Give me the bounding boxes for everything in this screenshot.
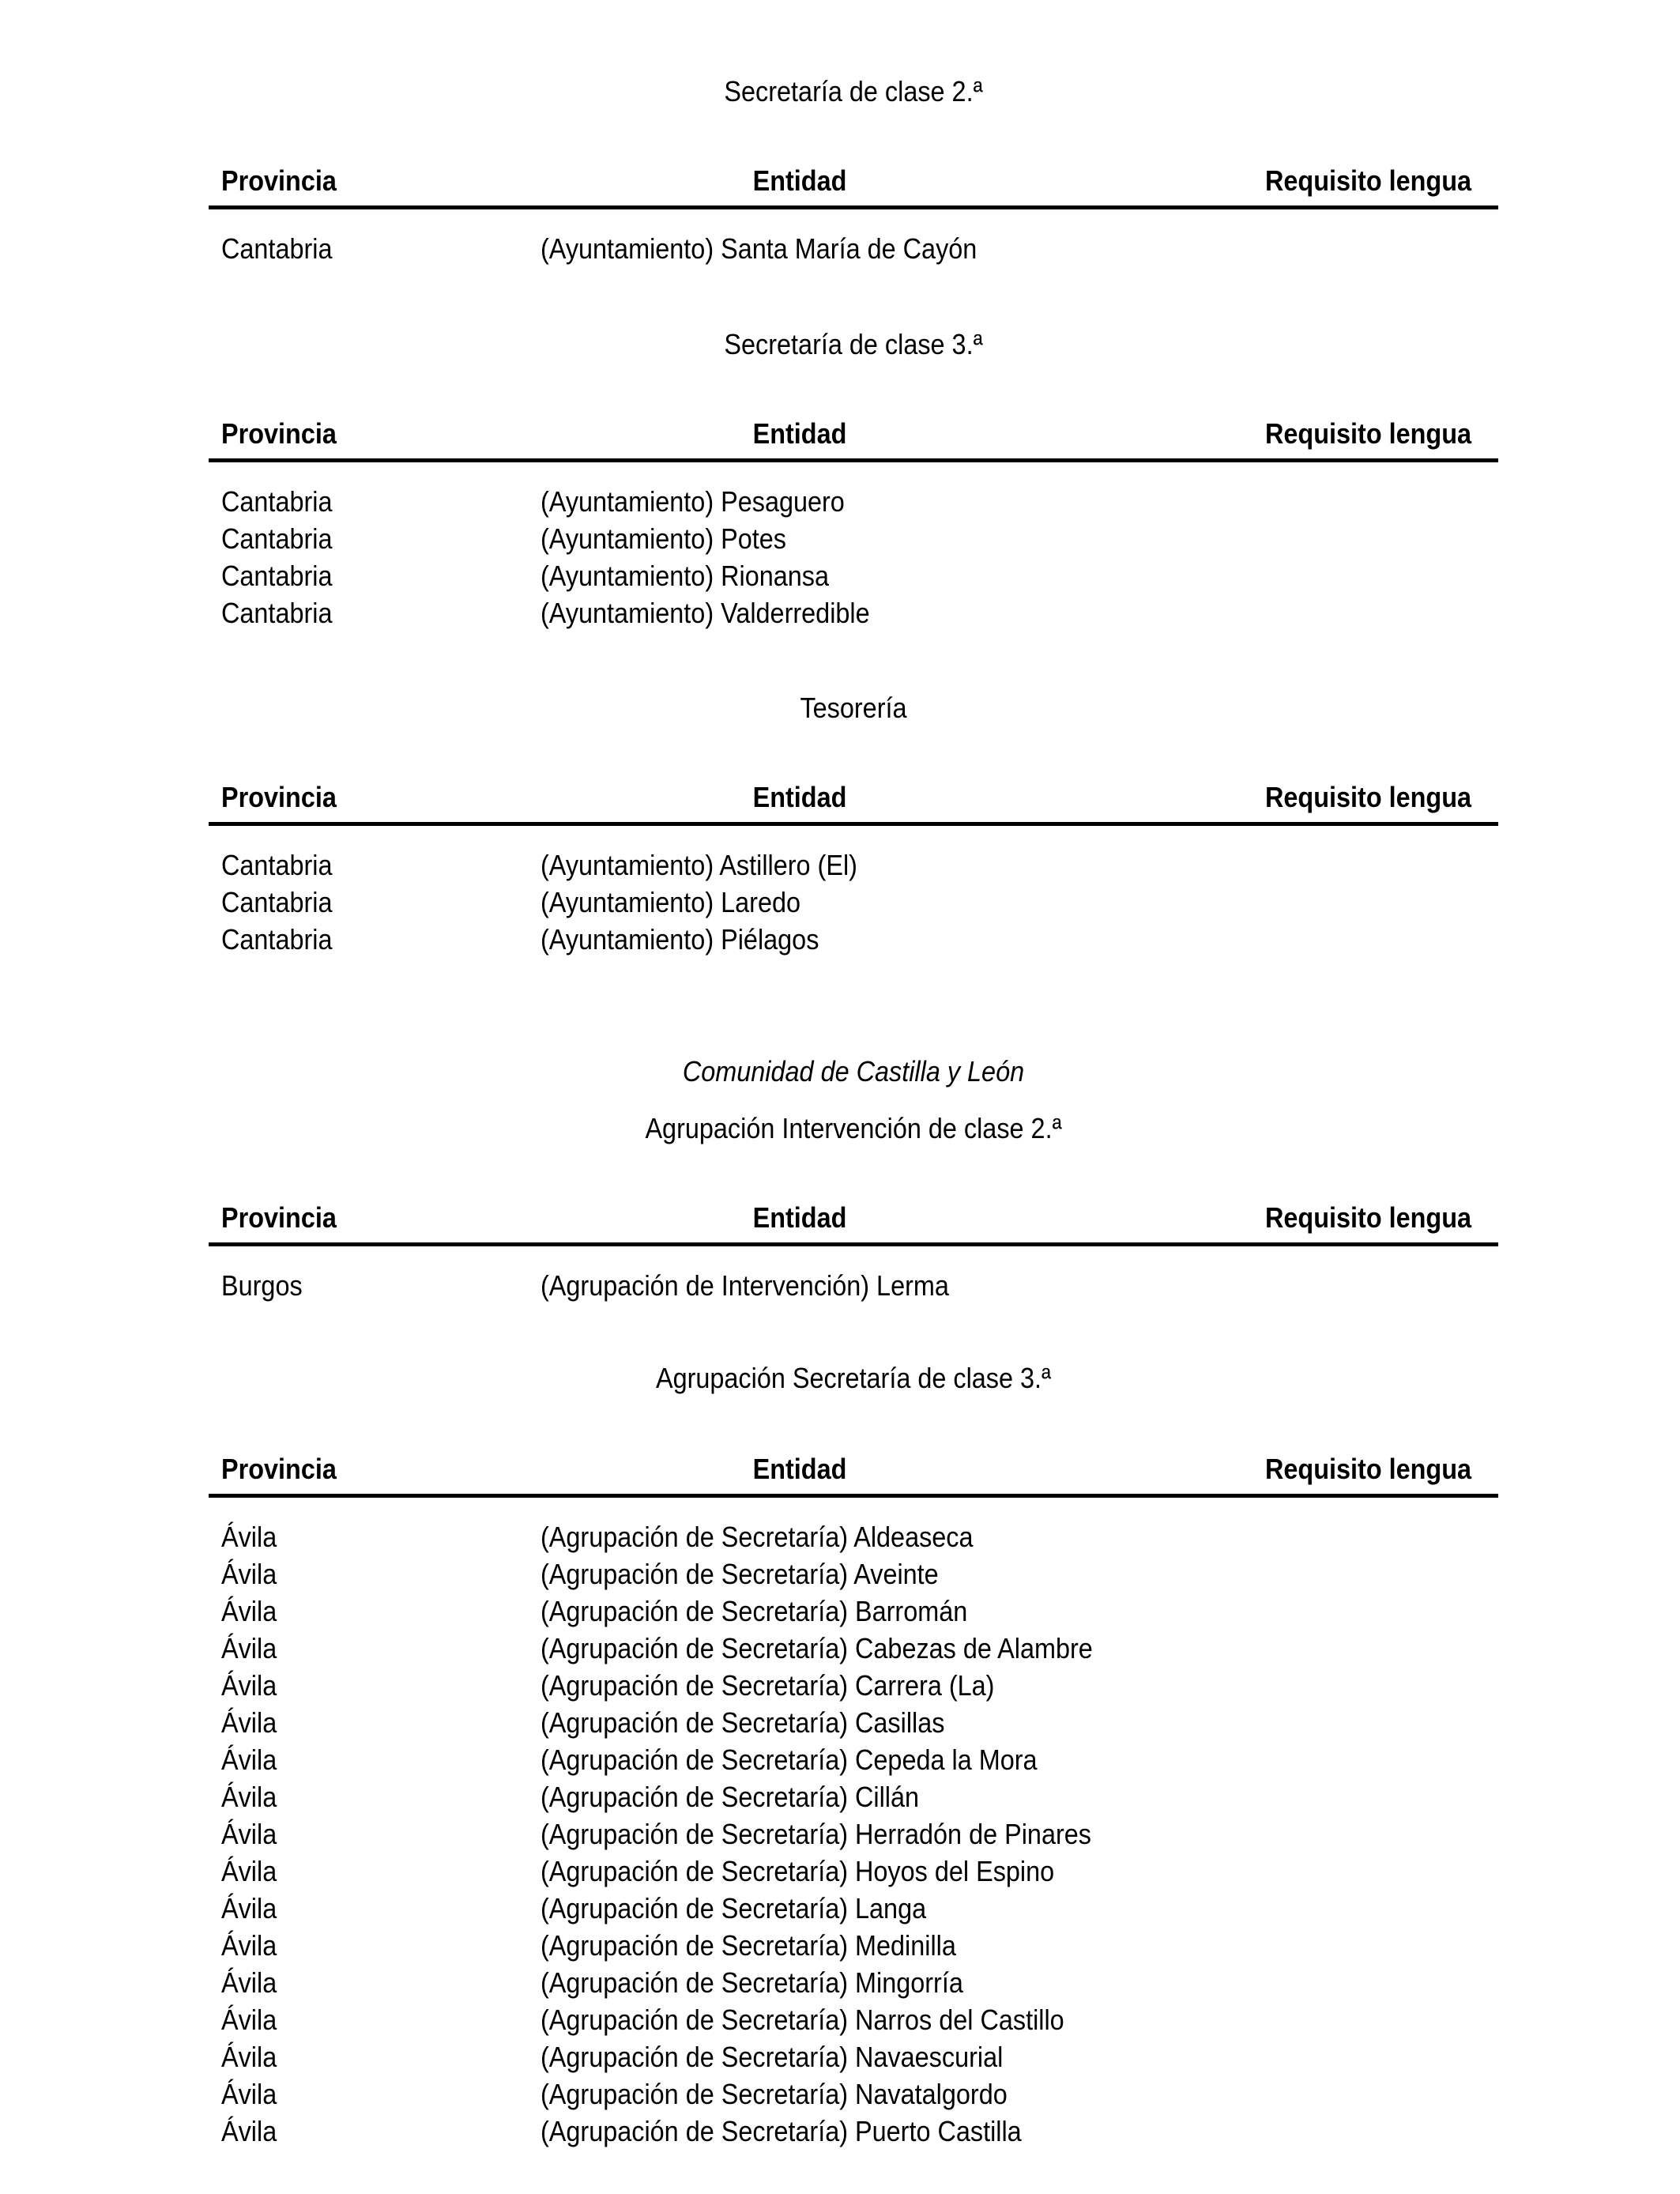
cell-entidad: (Ayuntamiento) Potes: [541, 522, 786, 555]
header-entidad: Entidad: [752, 417, 847, 450]
header-requisito-lengua: Requisito lengua: [1264, 1201, 1471, 1234]
header-entidad: Entidad: [752, 164, 847, 197]
header-provincia: Provincia: [221, 417, 337, 450]
header-entidad: Entidad: [752, 781, 847, 813]
cell-provincia: Cantabria: [221, 597, 333, 629]
section-title: Agrupación Secretaría de clase 3.ª: [655, 1362, 1052, 1394]
cell-entidad: (Agrupación de Secretaría) Barromán: [541, 1595, 968, 1627]
table-row: [209, 483, 1498, 520]
table-tesoreria: [209, 775, 1498, 958]
cell-provincia: Ávila: [221, 1669, 277, 1702]
cell-entidad: (Agrupación de Secretaría) Navatalgordo: [541, 2078, 1008, 2110]
cell-provincia: Ávila: [221, 1521, 277, 1553]
cell-provincia: Cantabria: [221, 560, 333, 592]
table-row: [209, 1518, 1498, 1555]
table-row: [209, 1630, 1498, 1667]
table-row: [209, 1741, 1498, 1778]
cell-provincia: Ávila: [221, 1966, 277, 1999]
header-requisito-lengua: Requisito lengua: [1264, 781, 1471, 813]
table-row: [209, 557, 1498, 594]
cell-entidad: (Agrupación de Secretaría) Langa: [541, 1892, 927, 1924]
cell-provincia: Ávila: [221, 1855, 277, 1887]
cell-provincia: Ávila: [221, 1706, 277, 1739]
header-provincia: Provincia: [221, 1201, 337, 1234]
table-row: [209, 1593, 1498, 1630]
table-row: [209, 2113, 1498, 2150]
cell-entidad: (Agrupación de Secretaría) Cabezas de Alambre: [541, 1632, 1093, 1664]
cell-entidad: (Agrupación de Secretaría) Carrera (La): [541, 1669, 995, 1702]
cell-entidad: (Agrupación de Secretaría) Medinilla: [541, 1929, 956, 1962]
community-title: Comunidad de Castilla y León: [682, 1055, 1025, 1088]
section-title: Secretaría de clase 2.ª: [724, 75, 983, 107]
table-agrupacion-intervencion-2: [209, 1195, 1498, 1304]
cell-provincia: Ávila: [221, 1892, 277, 1924]
table-row: [209, 594, 1498, 631]
section-tesoreria: [209, 691, 1498, 726]
cell-entidad: (Ayuntamiento) Laredo: [541, 886, 801, 918]
cell-provincia: Ávila: [221, 1818, 277, 1850]
header-requisito-lengua: Requisito lengua: [1264, 164, 1471, 197]
cell-entidad: (Agrupación de Secretaría) Aveinte: [541, 1558, 939, 1590]
table-header: [209, 158, 1498, 209]
header-entidad: Entidad: [752, 1453, 847, 1485]
cell-entidad: (Ayuntamiento) Piélagos: [541, 923, 819, 956]
cell-provincia: Ávila: [221, 1632, 277, 1664]
table-row: [209, 921, 1498, 958]
cell-entidad: (Ayuntamiento) Santa María de Cayón: [541, 232, 977, 265]
header-provincia: Provincia: [221, 781, 337, 813]
cell-provincia: Ávila: [221, 1744, 277, 1776]
community-heading: [209, 1054, 1498, 1089]
table-row: [209, 846, 1498, 884]
cell-provincia: Ávila: [221, 1558, 277, 1590]
cell-entidad: (Ayuntamiento) Rionansa: [541, 560, 830, 592]
cell-entidad: (Ayuntamiento) Pesaguero: [541, 485, 845, 518]
header-provincia: Provincia: [221, 164, 337, 197]
header-requisito-lengua: Requisito lengua: [1264, 1453, 1471, 1485]
cell-provincia: Ávila: [221, 2004, 277, 2036]
cell-entidad: (Agrupación de Secretaría) Cillán: [541, 1781, 920, 1813]
table-row: [209, 230, 1498, 267]
cell-entidad: (Agrupación de Secretaría) Mingorría: [541, 1966, 963, 1999]
cell-entidad: (Agrupación de Secretaría) Narros del Castillo: [541, 2004, 1064, 2036]
header-entidad: Entidad: [752, 1201, 847, 1234]
table-header: [209, 1446, 1498, 1498]
section-agrupacion-intervencion-2: [209, 1111, 1498, 1146]
table-row: [209, 1853, 1498, 1890]
cell-entidad: (Agrupación de Secretaría) Hoyos del Espino: [541, 1855, 1055, 1887]
table-row: [209, 520, 1498, 557]
cell-provincia: Ávila: [221, 1781, 277, 1813]
cell-provincia: Ávila: [221, 1595, 277, 1627]
cell-provincia: Ávila: [221, 2115, 277, 2147]
section-secretaria-3: [209, 327, 1498, 362]
cell-entidad: (Agrupación de Secretaría) Herradón de Pinares: [541, 1818, 1091, 1850]
cell-provincia: Cantabria: [221, 849, 333, 881]
header-requisito-lengua: Requisito lengua: [1264, 417, 1471, 450]
section-title: Tesorería: [800, 692, 907, 724]
table-agrupacion-secretaria-3: [209, 1446, 1498, 2150]
cell-entidad: (Agrupación de Secretaría) Casillas: [541, 1706, 945, 1739]
table-row: [209, 1927, 1498, 1964]
cell-provincia: Burgos: [221, 1269, 303, 1302]
table-row: [209, 1778, 1498, 1815]
table-header: [209, 1195, 1498, 1246]
table-row: [209, 1964, 1498, 2001]
table-row: [209, 884, 1498, 921]
table-row: [209, 1890, 1498, 1927]
table-row: [209, 2001, 1498, 2038]
section-title: Secretaría de clase 3.ª: [724, 328, 983, 360]
table-header: [209, 775, 1498, 826]
cell-entidad: (Agrupación de Intervención) Lerma: [541, 1269, 949, 1302]
table-row: [209, 1555, 1498, 1593]
table-header: [209, 411, 1498, 462]
table-row: [209, 2038, 1498, 2075]
table-row: [209, 1267, 1498, 1304]
cell-provincia: Cantabria: [221, 886, 333, 918]
cell-entidad: (Agrupación de Secretaría) Navaescurial: [541, 2041, 1004, 2073]
cell-provincia: Cantabria: [221, 232, 333, 265]
table-row: [209, 1667, 1498, 1704]
cell-entidad: (Ayuntamiento) Valderredible: [541, 597, 870, 629]
cell-entidad: (Agrupación de Secretaría) Cepeda la Mora: [541, 1744, 1038, 1776]
section-secretaria-2: [209, 74, 1498, 109]
header-provincia: Provincia: [221, 1453, 337, 1485]
table-row: [209, 1704, 1498, 1741]
cell-provincia: Cantabria: [221, 485, 333, 518]
cell-provincia: Cantabria: [221, 923, 333, 956]
table-row: [209, 2075, 1498, 2113]
table-secretaria-3: [209, 411, 1498, 631]
table-row: [209, 1815, 1498, 1853]
cell-provincia: Ávila: [221, 1929, 277, 1962]
section-title: Agrupación Intervención de clase 2.ª: [645, 1112, 1062, 1144]
section-agrupacion-secretaria-3: [209, 1361, 1498, 1396]
cell-provincia: Ávila: [221, 2041, 277, 2073]
cell-entidad: (Agrupación de Secretaría) Puerto Castilla: [541, 2115, 1022, 2147]
cell-provincia: Cantabria: [221, 522, 333, 555]
cell-entidad: (Ayuntamiento) Astillero (El): [541, 849, 857, 881]
cell-entidad: (Agrupación de Secretaría) Aldeaseca: [541, 1521, 974, 1553]
table-secretaria-2: [209, 158, 1498, 267]
cell-provincia: Ávila: [221, 2078, 277, 2110]
